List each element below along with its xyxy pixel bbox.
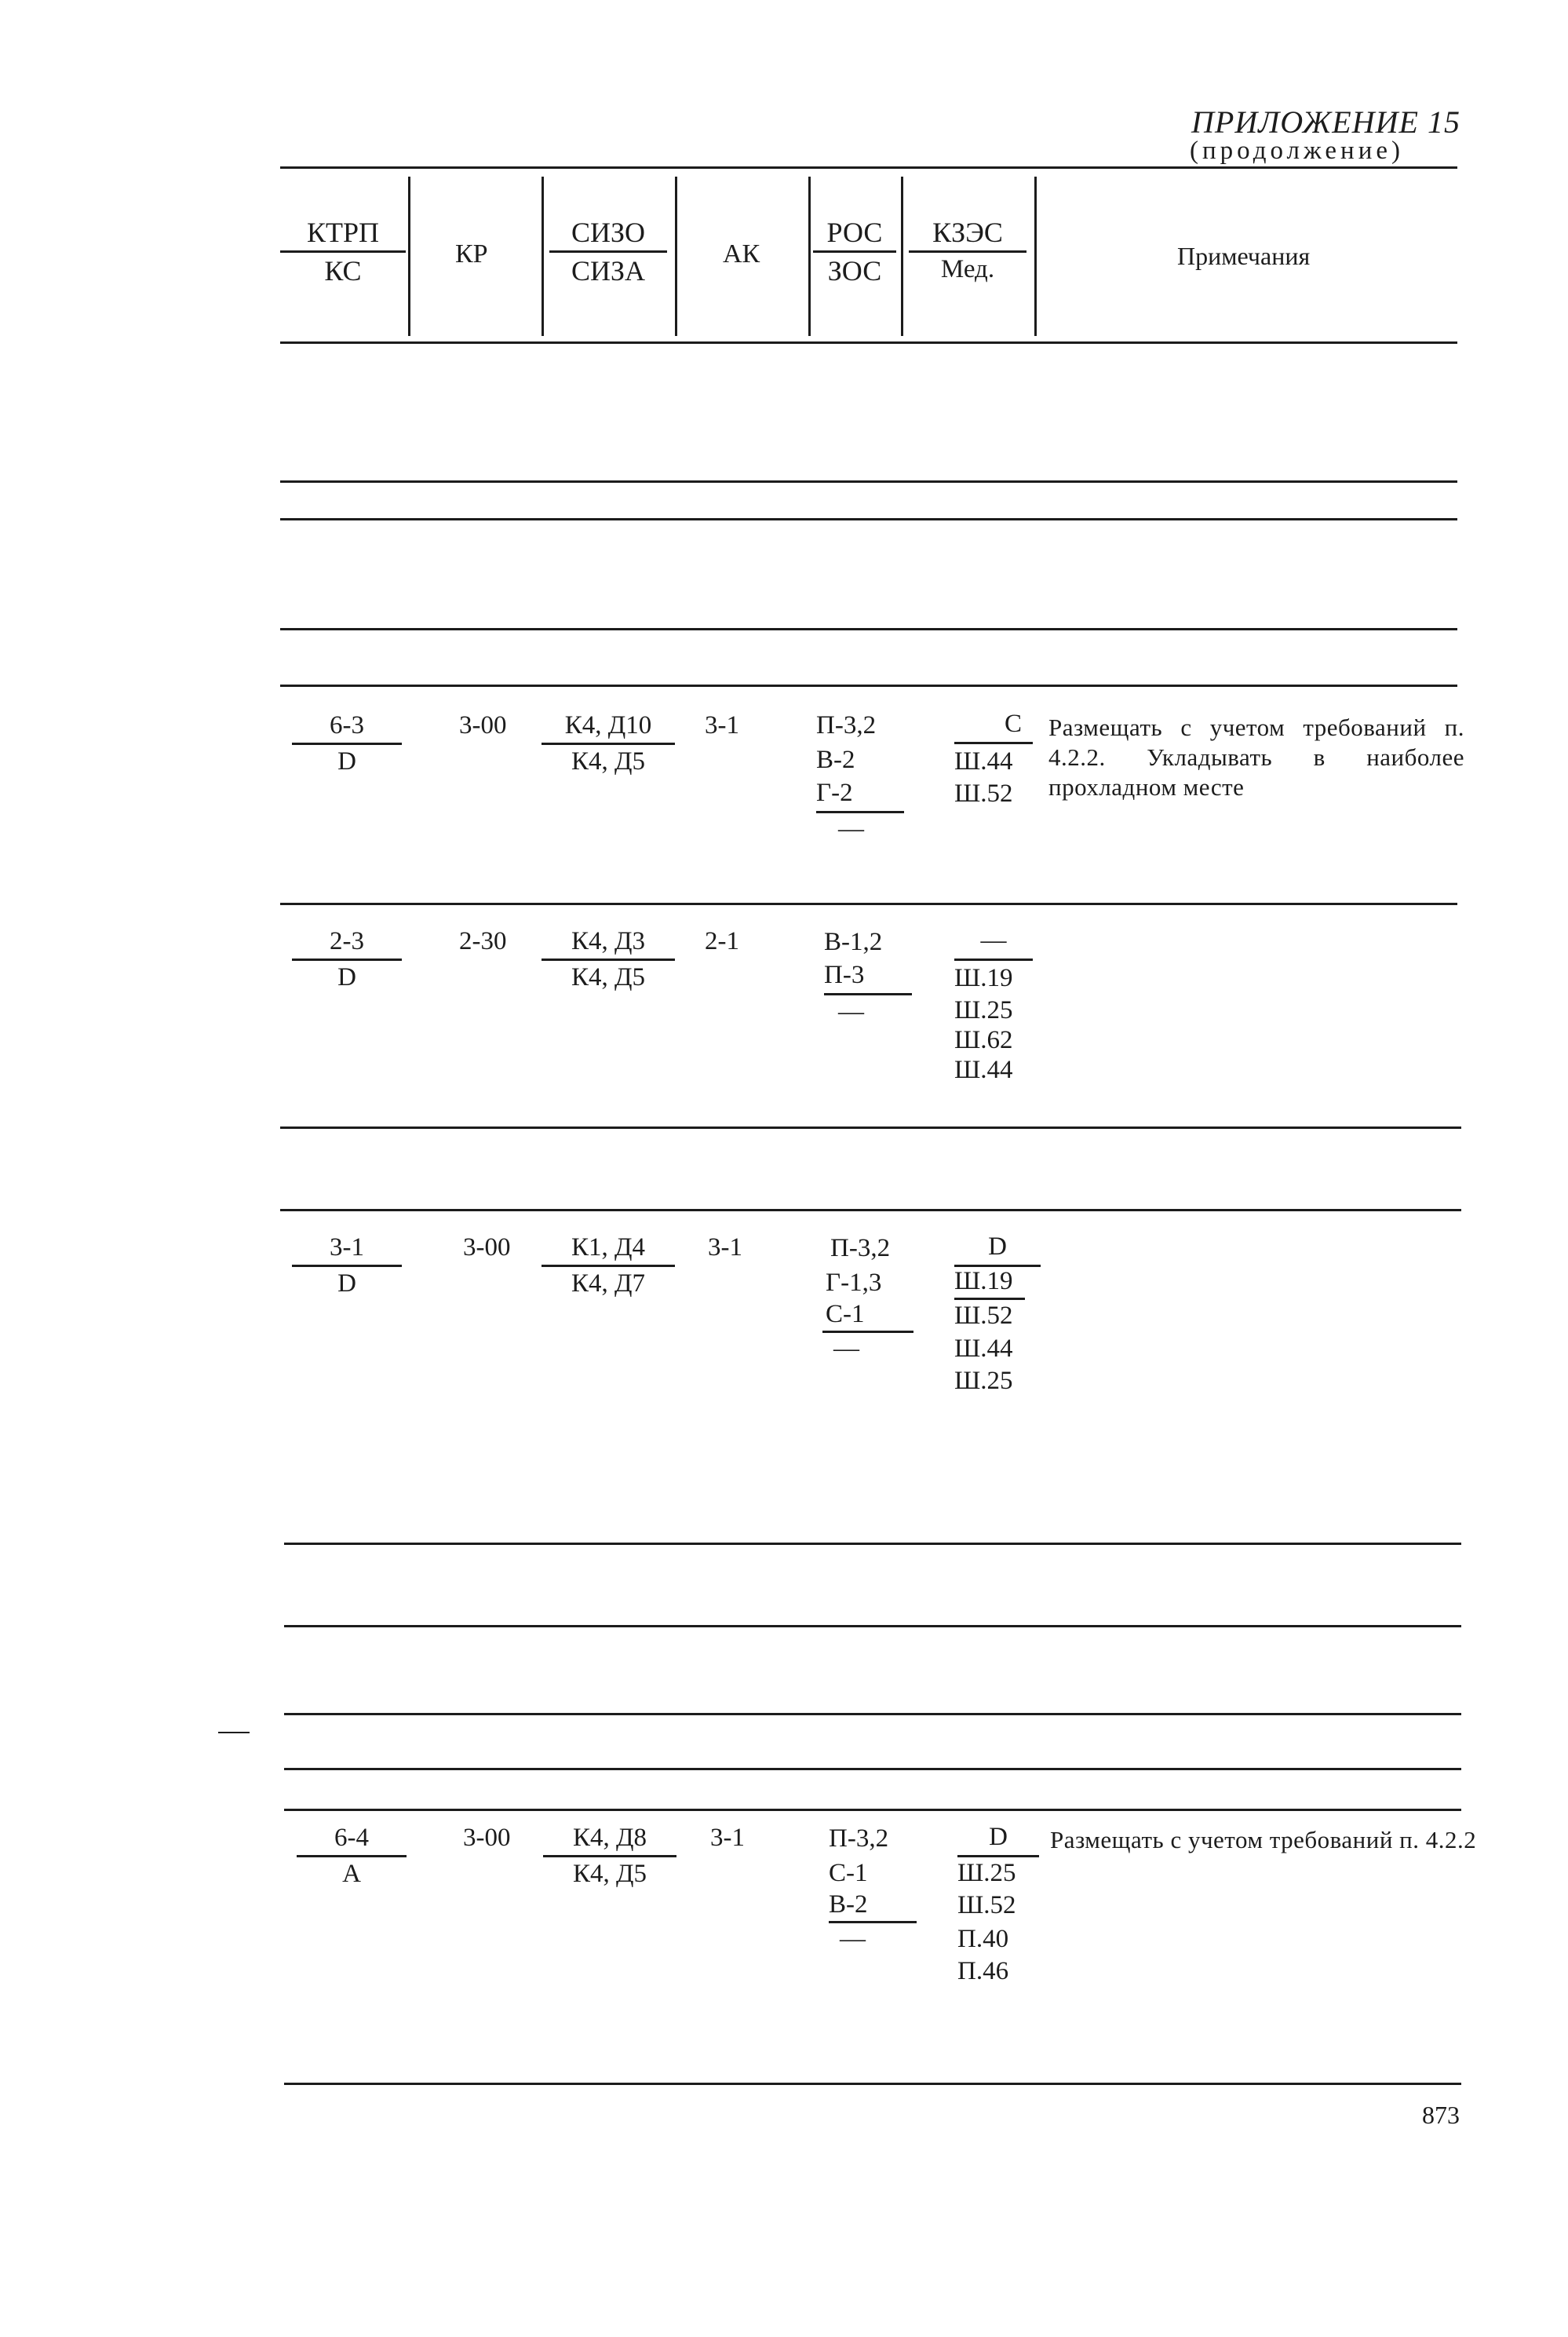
row-rule xyxy=(280,685,1457,687)
kr-value: 3-00 xyxy=(463,1824,511,1852)
med-value: Ш.52 xyxy=(954,780,1013,808)
med-value: Ш.19 xyxy=(954,1267,1025,1300)
kzes-med-cell xyxy=(957,1821,1039,1986)
ros-value: П-3,2 xyxy=(830,1234,891,1262)
appendix-subtitle: (продолжение) xyxy=(1190,137,1404,165)
siza-value: К4, Д7 xyxy=(571,1269,646,1298)
kr-value: 3-00 xyxy=(459,711,507,739)
med-value: Ш.52 xyxy=(957,1891,1016,1919)
med-value: Ш.44 xyxy=(954,1335,1013,1363)
sizo-siza-cell xyxy=(542,1235,675,1297)
row-rule xyxy=(280,1209,1461,1211)
ks-value: D xyxy=(337,747,356,776)
ros-value: В-1,2 xyxy=(824,928,883,956)
med-value: Ш.25 xyxy=(957,1859,1016,1887)
ktrp-ks-cell xyxy=(297,1825,407,1887)
row-rule xyxy=(280,628,1457,630)
kr-value: 2-30 xyxy=(459,927,507,955)
column-divider xyxy=(542,177,544,336)
ak-value: 2-1 xyxy=(705,927,739,955)
margin-mark xyxy=(218,1732,250,1733)
ros-zos-cell xyxy=(816,708,904,845)
ktrp-ks-cell xyxy=(292,1235,402,1297)
med-value: Ш.19 xyxy=(954,964,1013,992)
med-value: Ш.44 xyxy=(954,747,1013,776)
sizo-siza-cell xyxy=(543,1825,676,1887)
med-value: Ш.52 xyxy=(954,1302,1013,1330)
ktrp-ks-cell xyxy=(292,929,402,991)
row-rule xyxy=(284,1625,1461,1627)
ros-zos-cell xyxy=(829,1821,920,1955)
row-rule xyxy=(284,1543,1461,1545)
table-bottom-rule xyxy=(284,2083,1461,2085)
row-rule xyxy=(280,480,1457,483)
column-header-zos: ЗОС xyxy=(827,255,882,287)
column-divider xyxy=(408,177,410,336)
ros-value: С-1 xyxy=(822,1300,913,1333)
sizo-value: К1, Д4 xyxy=(542,1235,675,1267)
sizo-value: К4, Д10 xyxy=(542,713,675,745)
column-divider xyxy=(675,177,677,336)
column-header-ak: АК xyxy=(723,239,760,268)
sizo-siza-cell xyxy=(542,713,675,775)
ros-value: П-3 xyxy=(824,959,912,995)
kzes-value: — xyxy=(954,925,1033,961)
column-header-ros: РОС xyxy=(813,218,896,253)
ks-value: А xyxy=(342,1860,361,1888)
row-rule xyxy=(280,1127,1461,1129)
column-header-siza: СИЗА xyxy=(571,255,646,287)
ktrp-value: 6-4 xyxy=(297,1825,407,1857)
med-value: Ш.25 xyxy=(954,996,1013,1024)
kr-value: 3-00 xyxy=(463,1233,511,1262)
column-header-kzes: КЗЭС xyxy=(909,218,1026,253)
siza-value: К4, Д5 xyxy=(571,963,646,991)
ros-value: П-3,2 xyxy=(816,711,877,739)
sizo-value: К4, Д3 xyxy=(542,929,675,961)
appendix-title: ПРИЛОЖЕНИЕ 15 xyxy=(1191,104,1460,140)
note-text: Размещать с учетом требований п. 4.2.2 xyxy=(1050,1826,1477,1853)
med-value: П.46 xyxy=(957,1957,1009,1985)
ks-value: D xyxy=(337,1269,356,1298)
ktrp-ks-cell xyxy=(292,713,402,775)
column-header-ros-zos xyxy=(813,218,896,285)
column-header-sizo: СИЗО xyxy=(549,218,667,253)
ktrp-value: 6-3 xyxy=(292,713,402,745)
med-value: Ш.25 xyxy=(954,1367,1013,1395)
column-header-sizo-siza xyxy=(549,218,667,285)
kzes-value: D xyxy=(954,1231,1041,1267)
row-rule xyxy=(284,1768,1461,1770)
ros-zos-cell xyxy=(824,925,912,1028)
ros-zos-cell xyxy=(822,1231,913,1364)
column-header-kr: КР xyxy=(455,239,488,268)
ros-value: В-2 xyxy=(829,1890,917,1923)
table-top-rule xyxy=(280,166,1457,169)
column-header-med: Мед. xyxy=(940,255,995,283)
table-header-bottom-rule xyxy=(280,341,1457,344)
ros-value: В-2 xyxy=(816,746,855,774)
page-number: 873 xyxy=(1422,2101,1460,2129)
row-rule xyxy=(280,903,1457,905)
kzes-med-cell xyxy=(954,1231,1041,1396)
row-rule xyxy=(284,1713,1461,1715)
sizo-siza-cell xyxy=(542,929,675,991)
ktrp-value: 2-3 xyxy=(292,929,402,961)
column-header-kzes-med xyxy=(909,218,1026,283)
note-text: Размещать с учетом требований п. 4.2.2. Укладывать в наиболее прохладном месте xyxy=(1048,714,1464,801)
zos-value: — xyxy=(840,1925,866,1953)
row-rule xyxy=(280,518,1457,520)
med-value: П.40 xyxy=(957,1925,1009,1953)
column-header-notes: Примечания xyxy=(1177,242,1311,270)
ros-value: П-3,2 xyxy=(829,1824,889,1853)
column-divider xyxy=(1034,177,1037,336)
siza-value: К4, Д5 xyxy=(571,747,646,776)
med-value: Ш.44 xyxy=(954,1056,1013,1084)
column-header-ks: КС xyxy=(324,255,362,287)
ak-value: 3-1 xyxy=(705,711,739,739)
ak-value: 3-1 xyxy=(708,1233,742,1262)
ros-value: С-1 xyxy=(829,1859,868,1887)
ktrp-value: 3-1 xyxy=(292,1235,402,1267)
row-rule xyxy=(284,1809,1461,1811)
kzes-med-cell xyxy=(954,708,1033,809)
ros-value: Г-2 xyxy=(816,777,904,813)
siza-value: К4, Д5 xyxy=(572,1860,647,1888)
zos-value: — xyxy=(838,815,864,843)
column-header-ktrp: КТРП xyxy=(280,218,406,253)
ros-value: Г-1,3 xyxy=(826,1269,882,1297)
med-value: Ш.62 xyxy=(954,1026,1013,1054)
column-header-ktrp-ks xyxy=(280,218,406,285)
column-divider xyxy=(901,177,903,336)
kzes-value: D xyxy=(957,1821,1039,1857)
zos-value: — xyxy=(833,1335,859,1363)
ak-value: 3-1 xyxy=(710,1824,745,1852)
zos-value: — xyxy=(838,998,864,1026)
column-divider xyxy=(808,177,811,336)
sizo-value: К4, Д8 xyxy=(543,1825,676,1857)
kzes-value: С xyxy=(954,708,1033,744)
kzes-med-cell xyxy=(954,925,1033,1085)
ks-value: D xyxy=(337,963,356,991)
